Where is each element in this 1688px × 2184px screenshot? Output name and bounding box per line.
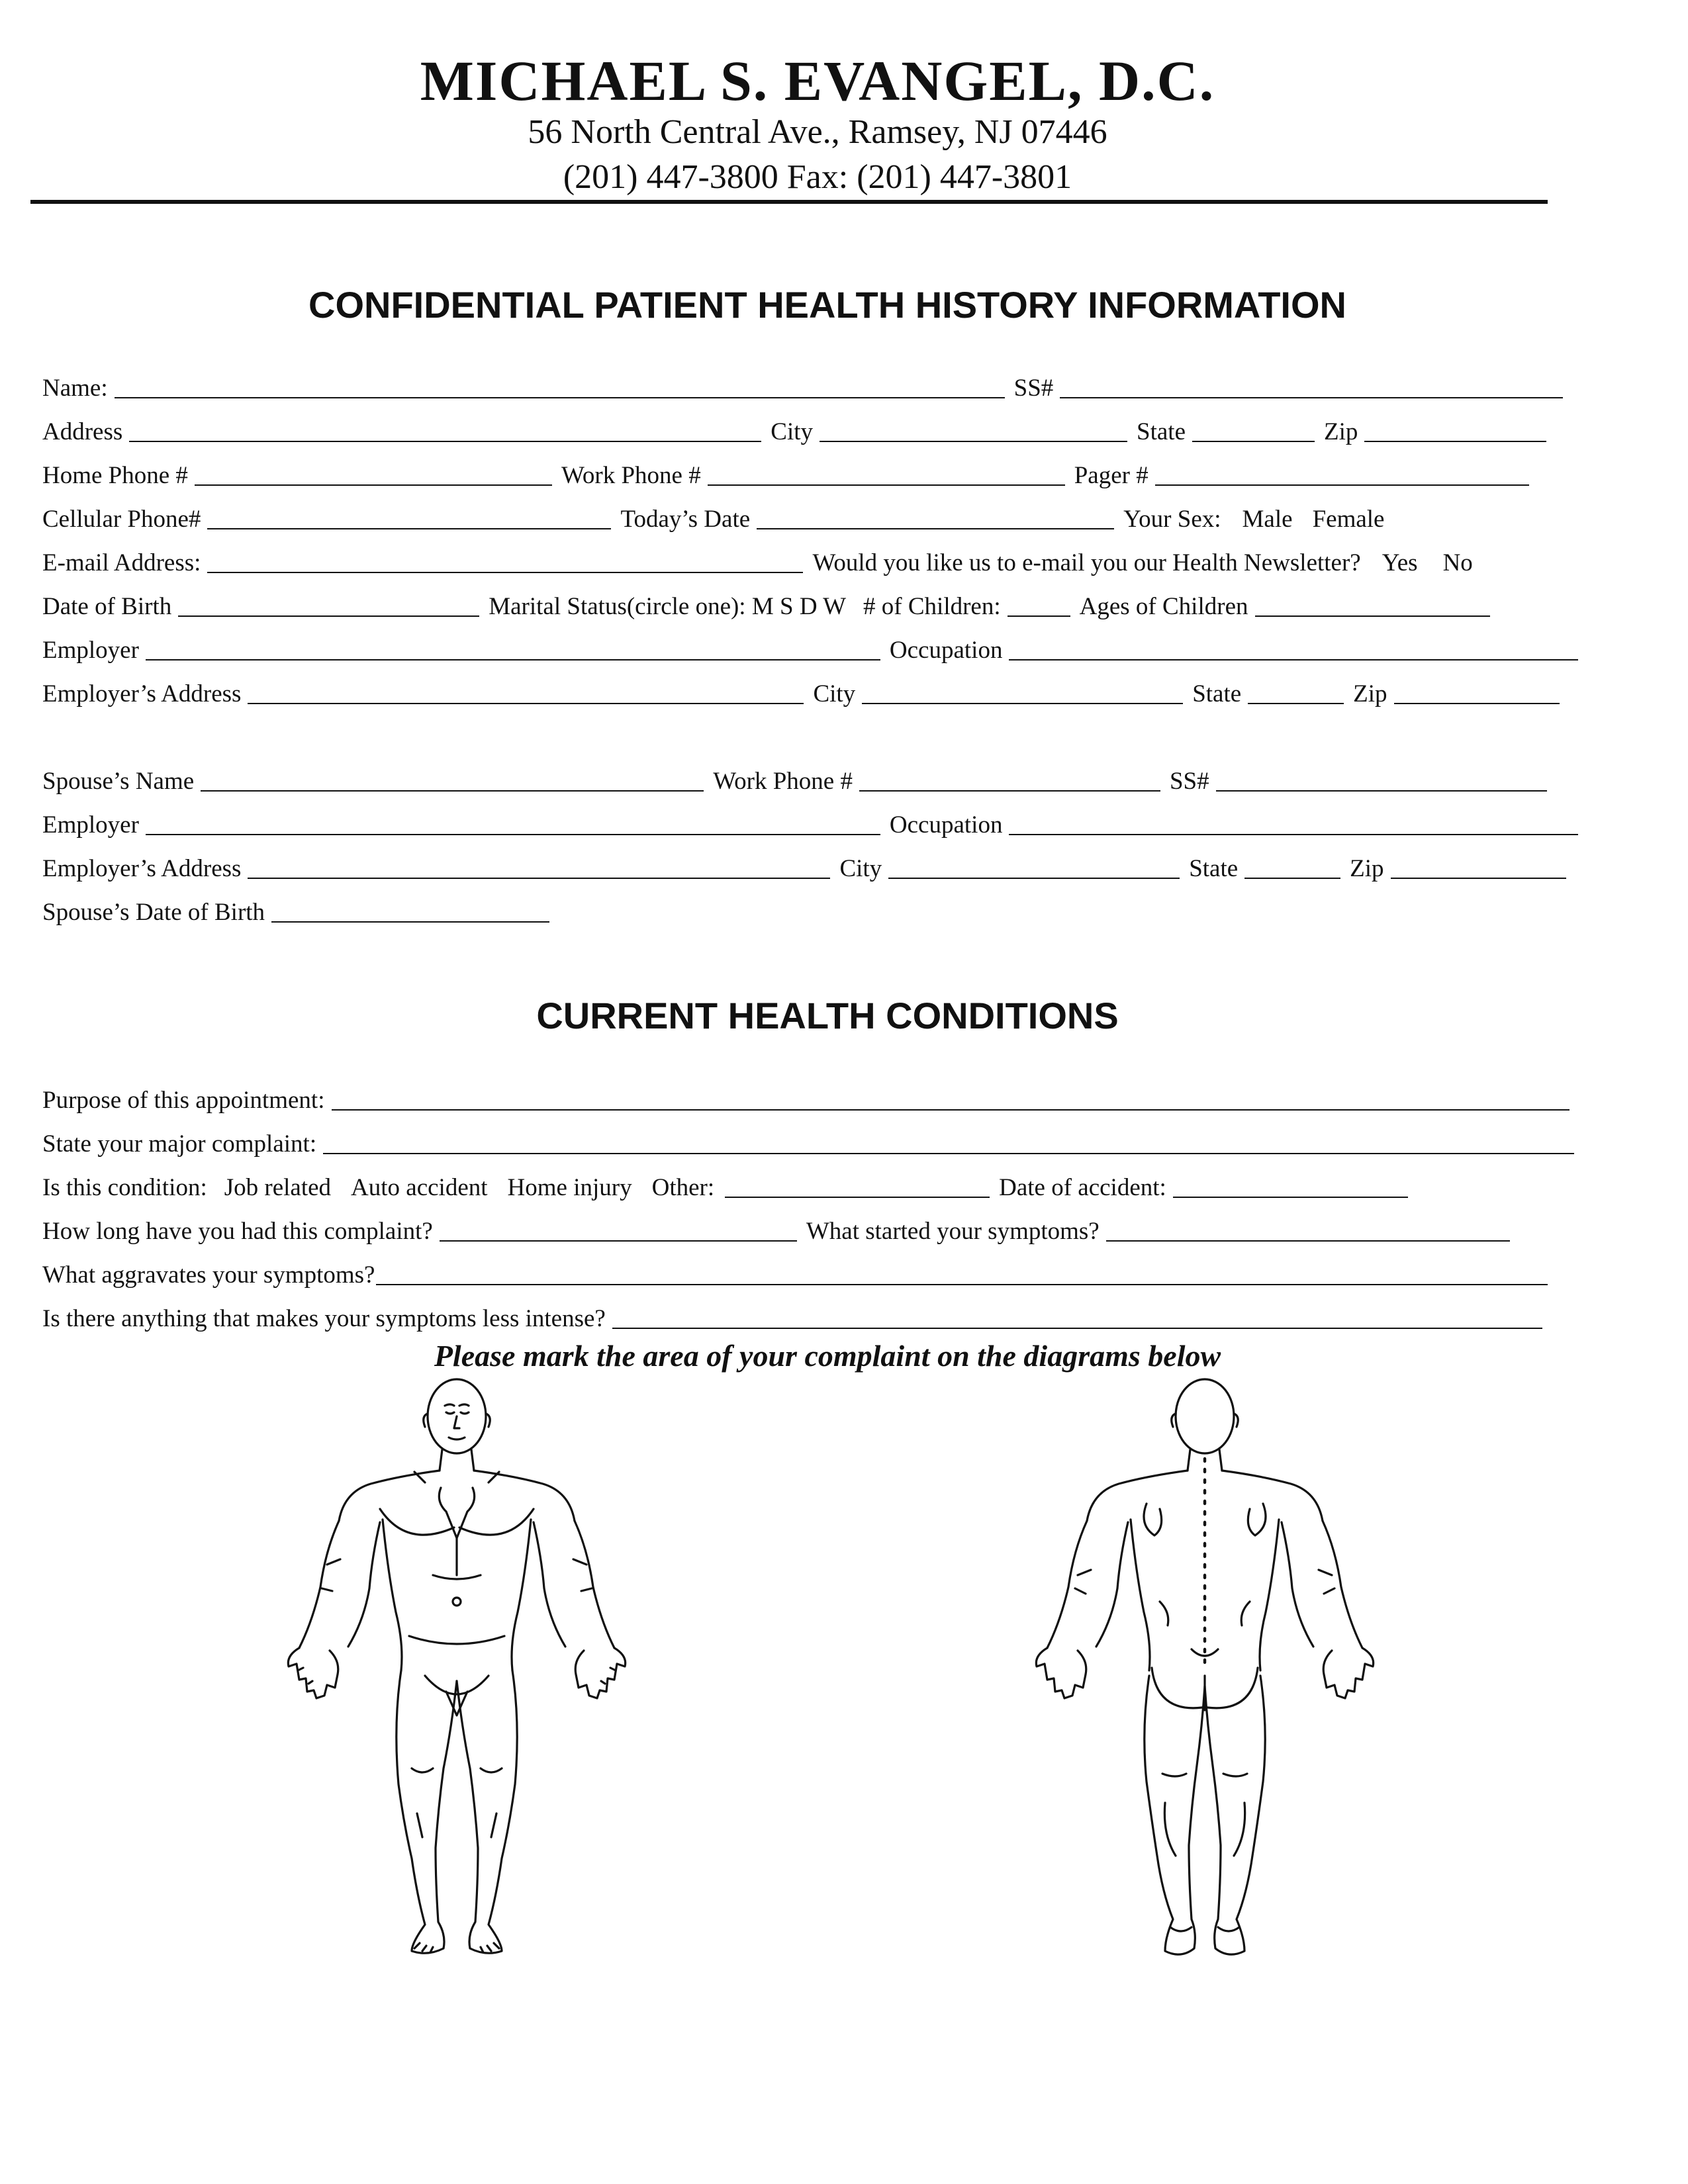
employer-field[interactable] [146, 659, 880, 660]
current-health-title: CURRENT HEALTH CONDITIONS [536, 995, 1119, 1036]
children-count-label: # of Children: [863, 593, 1001, 620]
row-dob [42, 589, 1499, 621]
state-field[interactable] [1192, 441, 1315, 442]
spouse-employer-address-label: Employer’s Address [42, 855, 242, 882]
sex-label: Your Sex: [1123, 506, 1221, 533]
row-employer [42, 633, 1587, 664]
less-intense-label: Is there anything that makes your symptoms less intense? [42, 1305, 606, 1332]
row-spouse-dob [42, 895, 559, 927]
spouse-ss-field[interactable] [1216, 790, 1547, 792]
spouse-city-label: City [839, 855, 882, 882]
what-started-label: What started your symptoms? [806, 1218, 1100, 1245]
spouse-employer-label: Employer [42, 811, 139, 839]
employer-label: Employer [42, 637, 139, 664]
aggravates-label: What aggravates your symptoms? [42, 1261, 375, 1289]
date-of-accident-label: Date of accident: [999, 1174, 1166, 1201]
sex-male-option[interactable]: Male [1242, 506, 1293, 533]
state-label: State [1137, 418, 1186, 445]
row-employer-address [42, 676, 1569, 708]
purpose-label: Purpose of this appointment: [42, 1087, 325, 1114]
how-long-label: How long have you had this complaint? [42, 1218, 433, 1245]
row-major-complaint [42, 1126, 1583, 1158]
employer-city-field[interactable] [862, 703, 1183, 704]
date-of-accident-field[interactable] [1173, 1197, 1408, 1198]
cell-phone-label: Cellular Phone# [42, 506, 201, 533]
row-email [42, 545, 1478, 577]
ss-field[interactable] [1060, 397, 1563, 398]
spouse-occupation-label: Occupation [889, 811, 1003, 839]
zip-label: Zip [1324, 418, 1358, 445]
pager-label: Pager # [1074, 462, 1149, 489]
home-phone-label: Home Phone # [42, 462, 188, 489]
spouse-zip-field[interactable] [1391, 878, 1566, 879]
zip-field[interactable] [1364, 441, 1546, 442]
how-long-field[interactable] [440, 1240, 797, 1242]
row-purpose [42, 1083, 1579, 1115]
row-condition [42, 1170, 1417, 1202]
address-label: Address [42, 418, 123, 445]
employer-zip-label: Zip [1353, 680, 1387, 707]
row-name [42, 371, 1572, 402]
less-intense-field[interactable] [612, 1328, 1542, 1329]
major-complaint-label: State your major complaint: [42, 1130, 317, 1158]
spouse-zip-label: Zip [1350, 855, 1384, 882]
practice-address: 56 North Central Ave., Ramsey, NJ 07446 [528, 113, 1107, 151]
spouse-employer-address-field[interactable] [248, 878, 830, 879]
occupation-field[interactable] [1009, 659, 1578, 660]
spouse-ss-label: SS# [1169, 768, 1209, 795]
spouse-state-label: State [1189, 855, 1239, 882]
auto-accident-option[interactable]: Auto accident [351, 1174, 488, 1201]
home-phone-field[interactable] [195, 484, 552, 486]
spouse-work-phone-field[interactable] [859, 790, 1160, 792]
employer-state-label: State [1192, 680, 1242, 707]
row-cell [42, 502, 1389, 533]
todays-date-label: Today’s Date [620, 506, 751, 533]
ss-label: SS# [1013, 375, 1054, 402]
spouse-employer-field[interactable] [146, 834, 880, 835]
cell-phone-field[interactable] [207, 528, 611, 529]
row-how-long [42, 1214, 1519, 1246]
email-label: E-mail Address: [42, 549, 201, 576]
children-ages-field[interactable] [1255, 615, 1490, 617]
newsletter-no-option[interactable]: No [1442, 549, 1473, 576]
condition-label: Is this condition: [42, 1174, 207, 1201]
other-field[interactable] [725, 1197, 990, 1198]
employer-address-label: Employer’s Address [42, 680, 242, 707]
children-ages-label: Ages of Children [1079, 593, 1248, 620]
spouse-dob-label: Spouse’s Date of Birth [42, 899, 265, 926]
marital-status-label[interactable]: Marital Status(circle one): M S D W [489, 593, 847, 620]
spouse-city-field[interactable] [888, 878, 1180, 879]
newsletter-label: Would you like us to e-mail you our Health Newsletter? [812, 549, 1361, 576]
sex-female-option[interactable]: Female [1312, 506, 1385, 533]
row-spouse-employer-address [42, 851, 1575, 883]
row-spouse-name [42, 764, 1556, 796]
header-divider [30, 200, 1548, 204]
aggravates-field[interactable] [376, 1284, 1548, 1285]
spouse-state-field[interactable] [1244, 878, 1340, 879]
row-less-intense [42, 1301, 1552, 1333]
name-field[interactable] [115, 397, 1005, 398]
front-body-diagram[interactable] [285, 1377, 629, 1959]
diagram-instruction: Please mark the area of your complaint on the diagrams below [434, 1339, 1221, 1373]
employer-city-label: City [813, 680, 856, 707]
employer-zip-field[interactable] [1394, 703, 1560, 704]
employer-address-field[interactable] [248, 703, 804, 704]
other-option[interactable]: Other: [651, 1174, 715, 1201]
email-field[interactable] [207, 572, 803, 573]
spouse-work-phone-label: Work Phone # [713, 768, 853, 795]
children-count-field[interactable] [1008, 615, 1070, 617]
row-aggravates [42, 1257, 1557, 1289]
practice-phone-fax: (201) 447-3800 Fax: (201) 447-3801 [563, 158, 1072, 196]
spouse-name-label: Spouse’s Name [42, 768, 195, 795]
row-spouse-employer [42, 807, 1587, 839]
purpose-field[interactable] [332, 1109, 1570, 1111]
row-address [42, 414, 1556, 446]
spouse-occupation-field[interactable] [1009, 834, 1578, 835]
employer-state-field[interactable] [1248, 703, 1344, 704]
major-complaint-field[interactable] [323, 1153, 1574, 1154]
pager-field[interactable] [1155, 484, 1529, 486]
patient-info-title: CONFIDENTIAL PATIENT HEALTH HISTORY INFORMATION [308, 284, 1346, 326]
todays-date-field[interactable] [757, 528, 1114, 529]
name-label: Name: [42, 375, 108, 402]
newsletter-yes-option[interactable]: Yes [1382, 549, 1418, 576]
home-injury-option[interactable]: Home injury [507, 1174, 632, 1201]
what-started-field[interactable] [1106, 1240, 1510, 1242]
back-body-diagram[interactable] [1033, 1377, 1377, 1959]
city-field[interactable] [820, 441, 1127, 442]
dob-label: Date of Birth [42, 593, 172, 620]
work-phone-label: Work Phone # [561, 462, 701, 489]
spouse-dob-field[interactable] [271, 921, 549, 923]
row-phones [42, 458, 1538, 490]
practice-name: MICHAEL S. EVANGEL, D.C. [420, 49, 1215, 113]
spouse-name-field[interactable] [201, 790, 704, 792]
job-related-option[interactable]: Job related [224, 1174, 332, 1201]
city-label: City [771, 418, 814, 445]
address-field[interactable] [129, 441, 761, 442]
dob-field[interactable] [178, 615, 479, 617]
work-phone-field[interactable] [708, 484, 1065, 486]
occupation-label: Occupation [889, 637, 1003, 664]
